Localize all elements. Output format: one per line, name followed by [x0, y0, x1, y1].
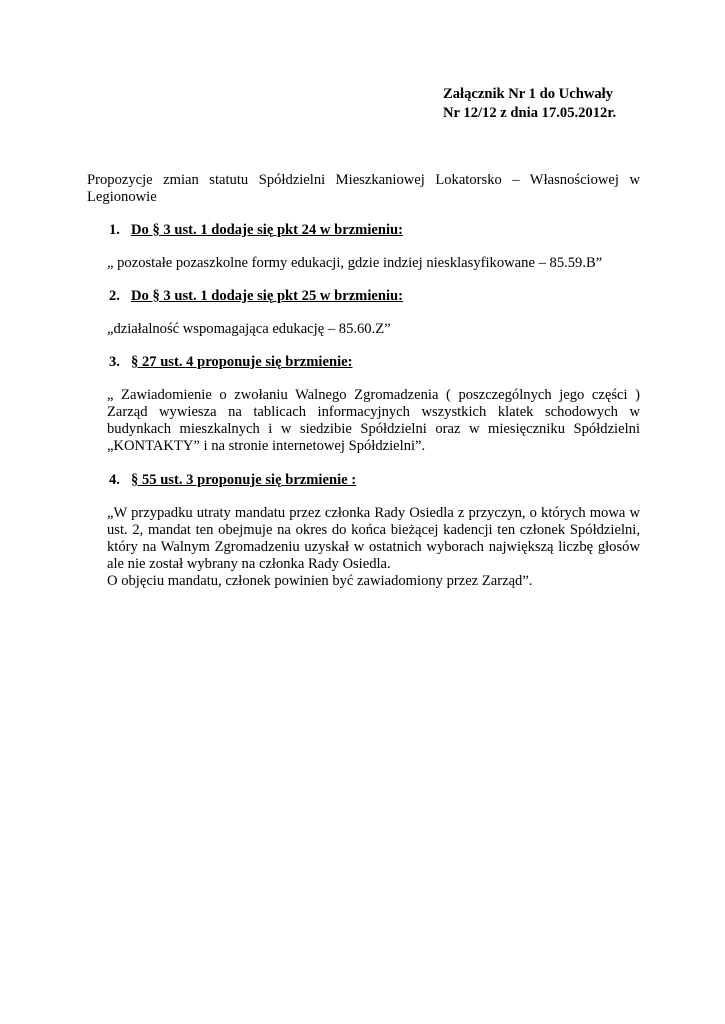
section-2-number: 2.	[109, 288, 120, 304]
section-3-body	[107, 387, 640, 455]
section-3-title: § 27 ust. 4 proponuje się brzmienie:	[131, 354, 353, 370]
section-1-body	[107, 255, 640, 272]
section-3-number: 3.	[109, 354, 120, 370]
section-4-paragraph-2: O objęciu mandatu, członek powinien być zawiadomiony przez Zarząd”.	[107, 573, 533, 589]
attachment-header	[443, 85, 616, 123]
section-2-body	[107, 321, 640, 338]
section-1-heading	[109, 222, 403, 239]
section-1-number: 1.	[109, 222, 120, 238]
header-line-2: Nr 12/12 z dnia 17.05.2012r.	[443, 105, 617, 121]
header-line-1: Załącznik Nr 1 do Uchwały	[443, 86, 614, 102]
section-1-paragraph: „ pozostałe pozaszkolne formy edukacji, gdzie indziej niesklasyfikowane – 85.59.B”	[107, 255, 603, 271]
section-2-heading	[109, 288, 403, 305]
section-2-paragraph: „działalność wspomagająca edukację – 85.60.Z”	[107, 321, 391, 337]
section-2-title: Do § 3 ust. 1 dodaje się pkt 25 w brzmieniu:	[131, 288, 404, 304]
section-4-body	[107, 505, 640, 590]
section-1-title: Do § 3 ust. 1 dodaje się pkt 24 w brzmieniu:	[131, 222, 404, 238]
section-3-heading	[109, 354, 352, 371]
section-4-number: 4.	[109, 472, 120, 488]
intro-paragraph: Propozycje zmian statutu Spółdzielni Mieszkaniowej Lokatorsko – Własnościowej w Legionowie	[87, 172, 640, 205]
section-3-paragraph: „ Zawiadomienie o zwołaniu Walnego Zgromadzenia ( poszczególnych jego części ) Zarząd wywiesza na tablicach informacyjnych wszystkich klatek schodowych w budynkach mieszkalnych i w siedzibie Spółdzielni oraz w miesięczniku Spółdzielni „KONTAKTY” i na stronie internetowej Spółdzielni”.	[107, 387, 640, 454]
section-4-heading	[109, 472, 356, 489]
section-4-title: § 55 ust. 3 proponuje się brzmienie :	[131, 472, 357, 488]
section-4-paragraph-1: „W przypadku utraty mandatu przez członka Rady Osiedla z przyczyn, o których mowa w ust. 2, mandat ten obejmuje na okres do końca bieżącej kadencji ten członek Spółdzielni, który na Walnym Zgromadzeniu uzyskał w ostatnich wyborach największą liczbę głosów ale nie został wybrany na członka Rady Osiedla.	[107, 505, 640, 572]
